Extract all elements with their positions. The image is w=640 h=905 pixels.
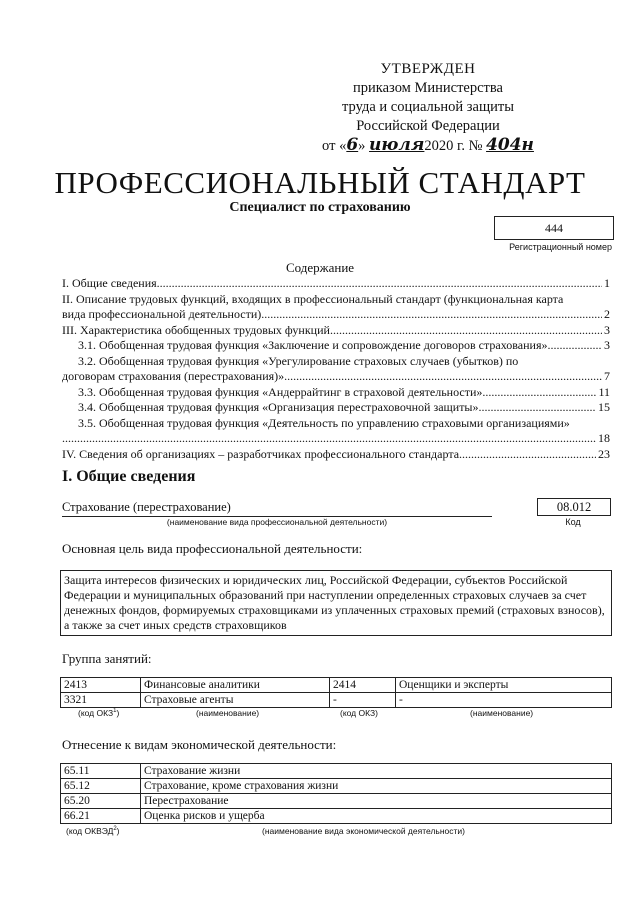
toc-item[interactable]: I. Общие сведения ..... 1 — [62, 276, 610, 292]
toc-item-cont[interactable]: ..... 18 — [62, 431, 610, 447]
approval-block — [308, 60, 548, 156]
goal-text-box: Защита интересов физических и юридических лиц, Российской Федерации, субъектов Российской Федерации и муниципальных образований при наступлении определенных страховых случаев за счет денежных фондов, формируемых страховщиками из уплаченных страховых премий (страховых взносов), а также за счет иных средств страховщиков — [60, 570, 612, 636]
goal-label: Основная цель вида профессиональной деятельности: — [62, 541, 363, 556]
document-title: ПРОФЕССИОНАЛЬНЫЙ СТАНДАРТ — [54, 165, 586, 200]
toc-item-cont[interactable]: договорам страхования (перестрахования)» ..... 7 — [62, 369, 610, 385]
toc-item[interactable]: 3.5. Обобщенная трудовая функция «Деятельность по управлению страховыми организациями» — [78, 415, 570, 430]
table-row: 3321 Страховые агенты - - — [61, 693, 612, 708]
occupation-table — [60, 677, 612, 708]
activity-kind-caption: (наименование вида профессиональной деятельности) — [166, 517, 388, 527]
approval-number: 404н — [486, 135, 534, 155]
toc-item[interactable]: 3.1. Обобщенная трудовая функция «Заключение и сопровождение договоров страхования» ..... 3 — [62, 338, 610, 354]
section-heading: I. Общие сведения — [62, 468, 196, 485]
table-row: 65.12 Страхование, кроме страхования жизни — [61, 779, 612, 794]
occupation-caption-code: (код ОКЗ$^1$) — [78, 708, 120, 718]
table-row: 65.11 Страхование жизни — [61, 764, 612, 779]
registration-number-box: 444 — [494, 216, 614, 240]
okved-label: Отнесение к видам экономической деятельности: — [62, 737, 337, 752]
table-row: 66.21 Оценка рисков и ущерба — [61, 809, 612, 824]
table-row: 2413 Финансовые аналитики 2414 Оценщики и эксперты — [61, 678, 612, 693]
okved-caption-code: (код ОКВЭД$^2$) — [66, 826, 120, 836]
approval-line-3: Российской Федерации — [356, 118, 500, 134]
occupation-caption-name-2: (наименование) — [470, 708, 534, 718]
approval-month: июля — [369, 135, 425, 155]
toc-item[interactable]: IV. Сведения об организациях – разработчиках профессионального стандарта ..... 23 — [62, 447, 610, 463]
toc-item[interactable]: III. Характеристика обобщенных трудовых функций ..... 3 — [62, 323, 610, 339]
table-of-contents — [62, 276, 610, 462]
approval-year: 2020 г. № — [424, 138, 483, 154]
activity-kind-value: Страхование (перестрахование) — [62, 500, 492, 517]
approval-line-1: приказом Министерства — [353, 80, 503, 96]
approval-mid: » — [358, 138, 370, 154]
toc-item[interactable]: 3.2. Обобщенная трудовая функция «Урегулирование страховых случаев (убытков) по — [78, 353, 519, 368]
toc-item[interactable]: II. Описание трудовых функций, входящих в профессиональный стандарт (функциональная карта — [62, 291, 564, 306]
document-subtitle: Специалист по страхованию — [229, 200, 411, 215]
occupation-group-label: Группа занятий: — [62, 651, 152, 666]
approval-day: 6 — [346, 135, 359, 155]
toc-item[interactable]: 3.4. Обобщенная трудовая функция «Организация перестраховочной защиты» ..... 15 — [62, 400, 610, 416]
toc-item-cont[interactable]: вида профессиональной деятельности) ..... 2 — [62, 307, 610, 323]
contents-title: Содержание — [285, 260, 355, 275]
approval-title: УТВЕРЖДЕН — [380, 61, 476, 77]
okved-table — [60, 763, 612, 824]
registration-number-label: Регистрационный номер — [509, 242, 612, 252]
approval-line-2: труда и социальной защиты — [342, 99, 514, 115]
approval-from: от « — [322, 138, 347, 154]
occupation-caption-code-2: (код ОКЗ) — [340, 708, 378, 718]
table-row: 65.20 Перестрахование — [61, 794, 612, 809]
occupation-caption-name: (наименование) — [196, 708, 260, 718]
activity-code-caption: Код — [565, 517, 581, 527]
approval-date-line — [308, 136, 548, 156]
activity-code-box: 08.012 — [537, 498, 611, 516]
okved-caption-name: (наименование вида экономической деятельности) — [262, 826, 465, 836]
toc-item[interactable]: 3.3. Обобщенная трудовая функция «Андеррайтинг в страховой деятельности» ..... 11 — [62, 385, 610, 401]
